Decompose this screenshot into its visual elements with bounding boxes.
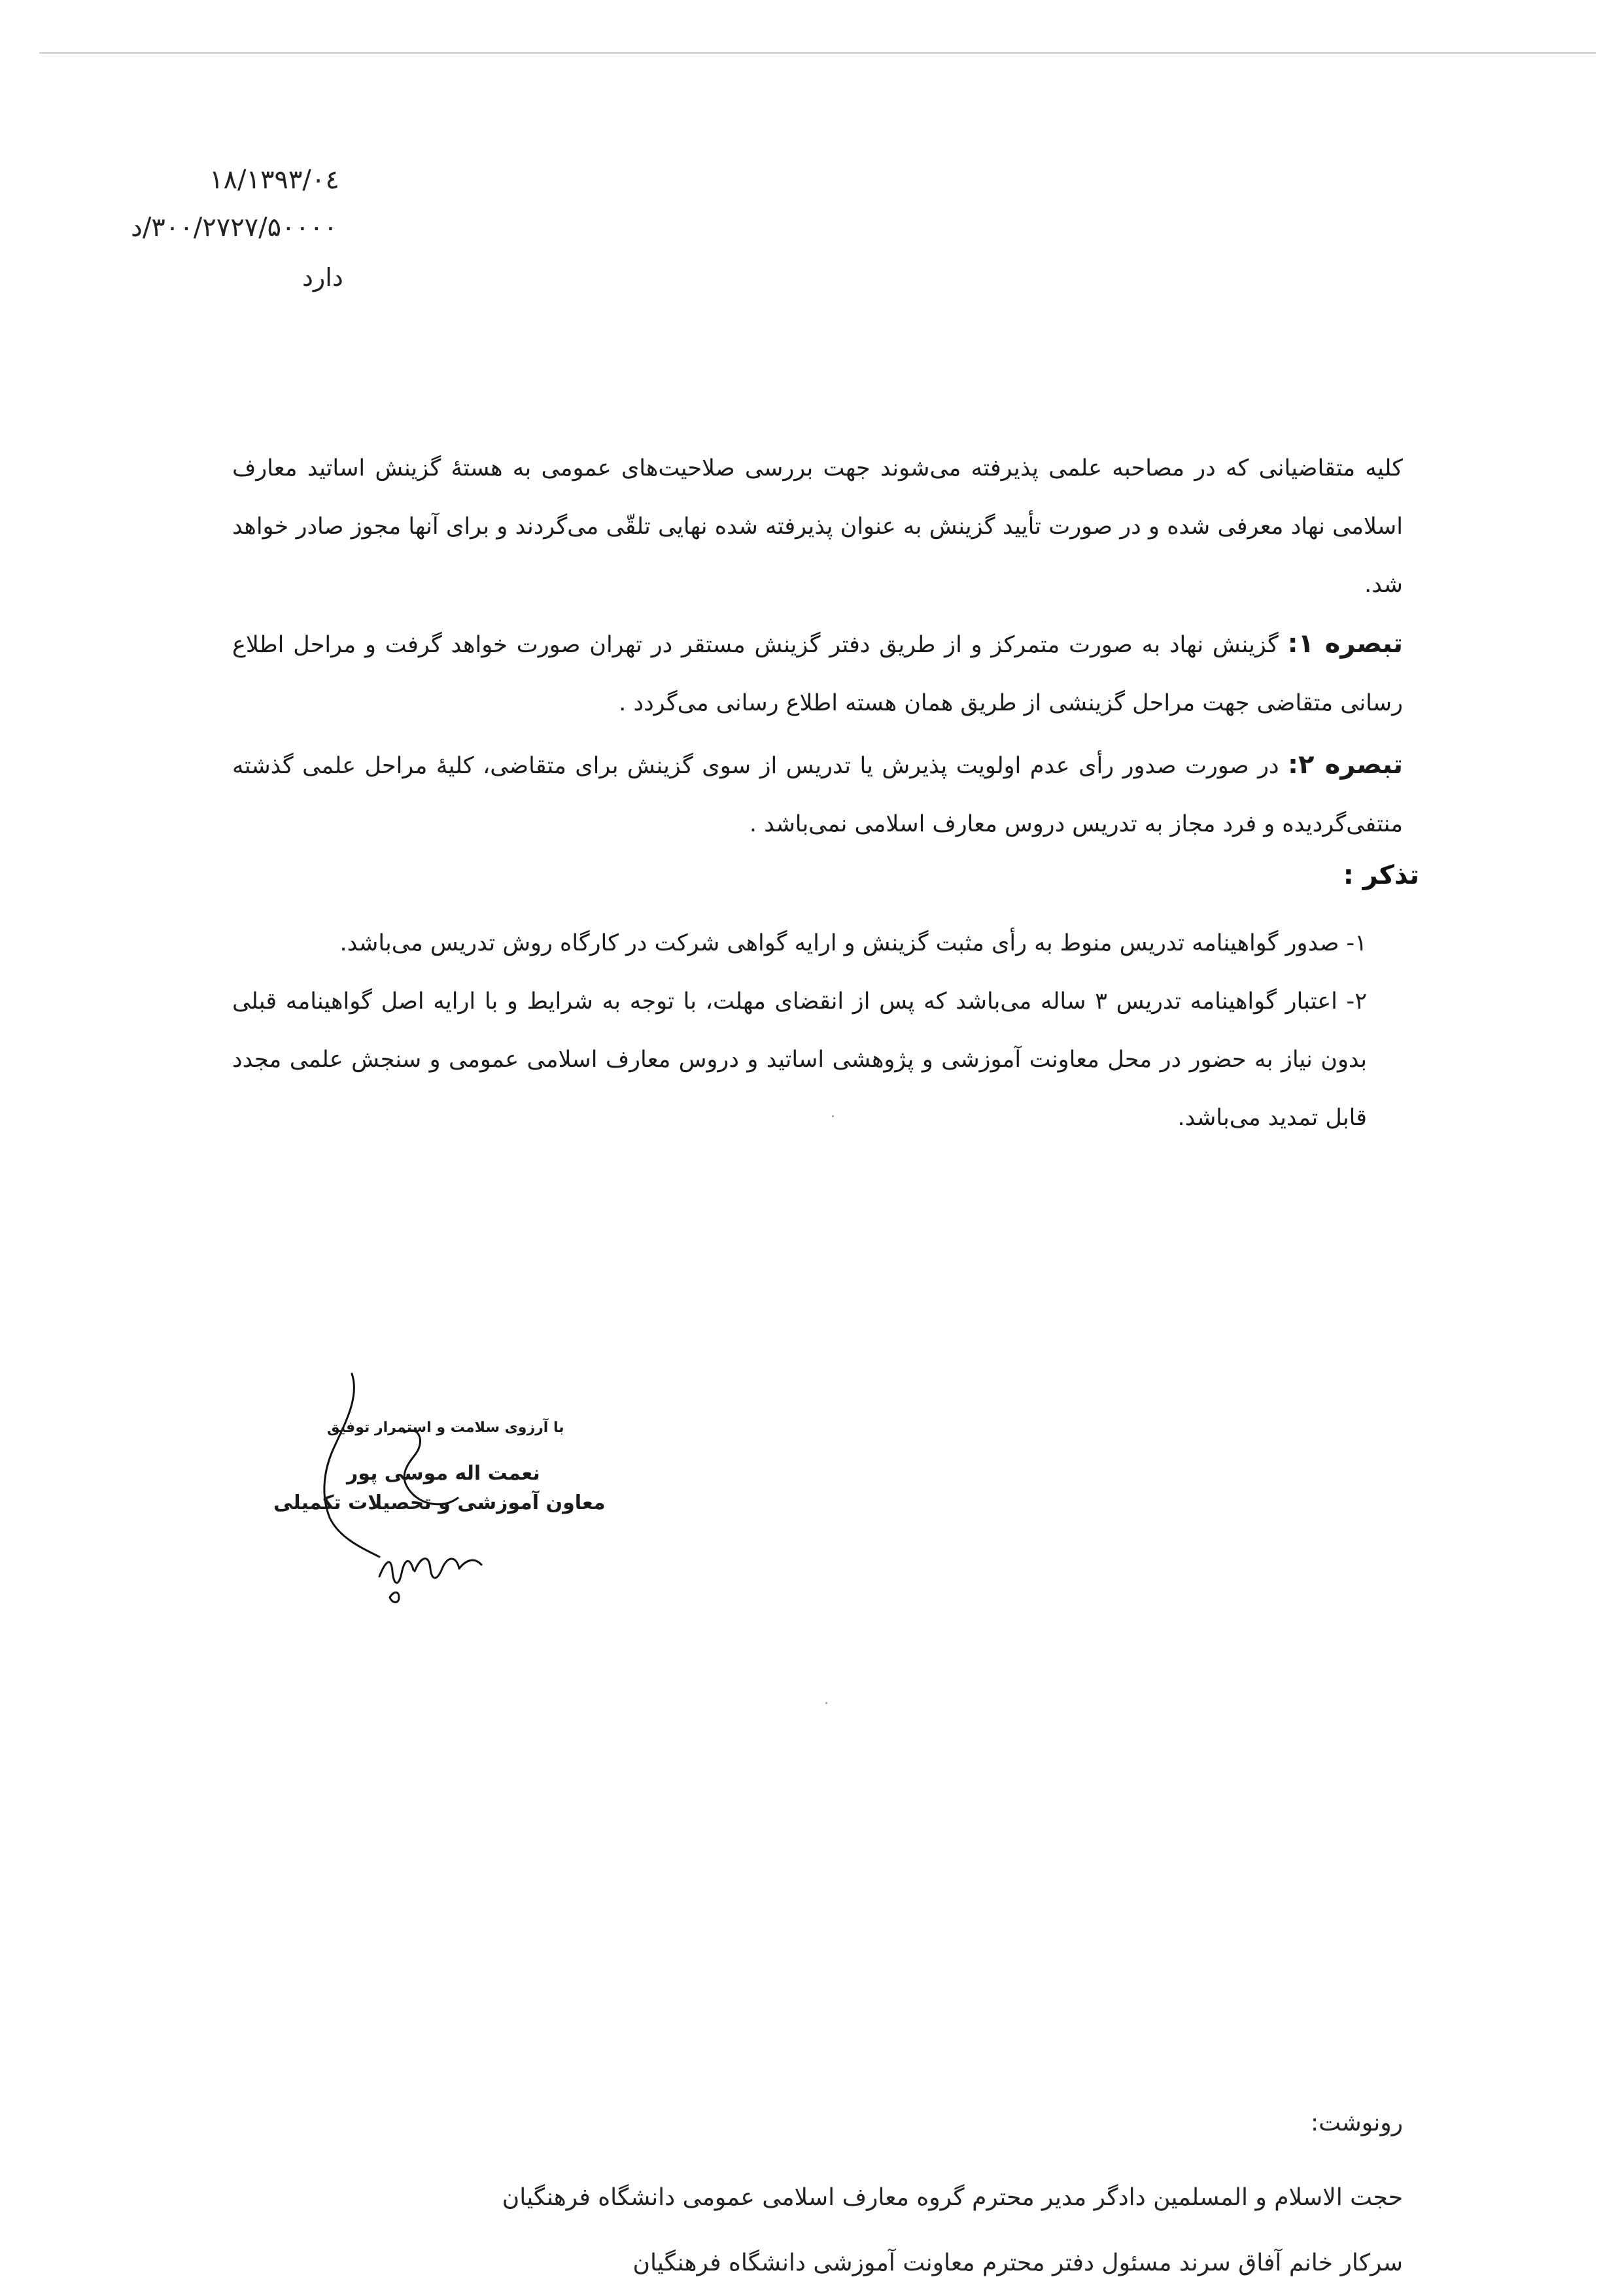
note-1 — [232, 615, 1403, 733]
reminder-list — [232, 914, 1403, 1147]
signatory-name: نعمت اله موسی پور — [347, 1462, 540, 1485]
reminder-title: تذکر : — [1343, 860, 1419, 890]
letter-number: ۳۰۰/۲۷۲۷/۵۰۰۰۰/د — [131, 213, 338, 243]
note-2-label: تبصره ۲: — [1288, 750, 1403, 780]
main-paragraph — [232, 440, 1403, 614]
note-1-label: تبصره ۱: — [1287, 629, 1403, 659]
signature-block — [262, 1361, 606, 1635]
cc-list — [502, 2165, 1403, 2296]
reminder-item-1: ۱- صدور گواهینامه تدریس منوط به رأی مثبت گزینش و ارایه گواهی شرکت در کارگاه روش تدریس می‌باشد. — [339, 930, 1367, 956]
scan-speck — [832, 1115, 834, 1117]
paragraph-1: کلیه متقاضیانی که در مصاحبه علمی پذیرفته می‌شوند جهت بررسی صلاحیت‌های عمومی به هستهٔ گزینش اساتید معارف اسلامی نهاد معرفی شده و در صورت تأیید گزینش به عنوان پذیرفته شده نهایی تلقّی می‌گردند و برای آنها مجوز صادر خواهد شد. — [232, 455, 1403, 598]
signatory-title: معاون آموزشی و تحصیلات تکمیلی — [273, 1491, 606, 1514]
letter-attachment: دارد — [302, 263, 343, 292]
note-2 — [232, 736, 1403, 854]
note-1-text: گزینش نهاد به صورت متمرکز و از طریق دفتر گزینش مستقر در تهران صورت خواهد گرفت و مراحل اطلاع رسانی متقاضی جهت مراحل گزینشی از طریق همان هسته اطلاع رسانی می‌گردد . — [232, 632, 1403, 716]
letter-date: ۱۳۹۳/۰٤/۱۸ — [209, 165, 339, 195]
cc-item-1: حجت الاسلام و المسلمین دادگر مدیر محترم گروه معارف اسلامی عمومی دانشگاه فرهنگیان — [502, 2184, 1403, 2211]
top-divider — [39, 52, 1596, 54]
signature-greeting: با آرزوی سلامت و استمرار توفیق — [327, 1419, 564, 1436]
cc-item-2: سرکار خانم آفاق سرند مسئول دفتر محترم معاونت آموزشی دانشگاه فرهنگیان — [632, 2250, 1403, 2276]
note-2-text: در صورت صدور رأی عدم اولویت پذیرش یا تدریس از سوی گزینش برای متقاضی، کلیهٔ مراحل علمی گذشته منتفی‌گردیده و فرد مجاز به تدریس دروس معارف اسلامی نمی‌باشد . — [232, 753, 1403, 837]
scan-speck — [825, 1702, 827, 1704]
cc-title: رونوشت: — [1310, 2110, 1403, 2136]
reminder-item-2: ۲- اعتبار گواهینامه تدریس ۳ ساله می‌باشد که پس از انقضای مهلت، با توجه به شرایط و با ارایه اصل گواهینامه قبلی بدون نیاز به حضور در محل معاونت آموزشی و پژوهشی اساتید و دروس معارف اسلامی عمومی و سنجش علمی مجدد قابل تمدید می‌باشد. — [232, 988, 1367, 1131]
